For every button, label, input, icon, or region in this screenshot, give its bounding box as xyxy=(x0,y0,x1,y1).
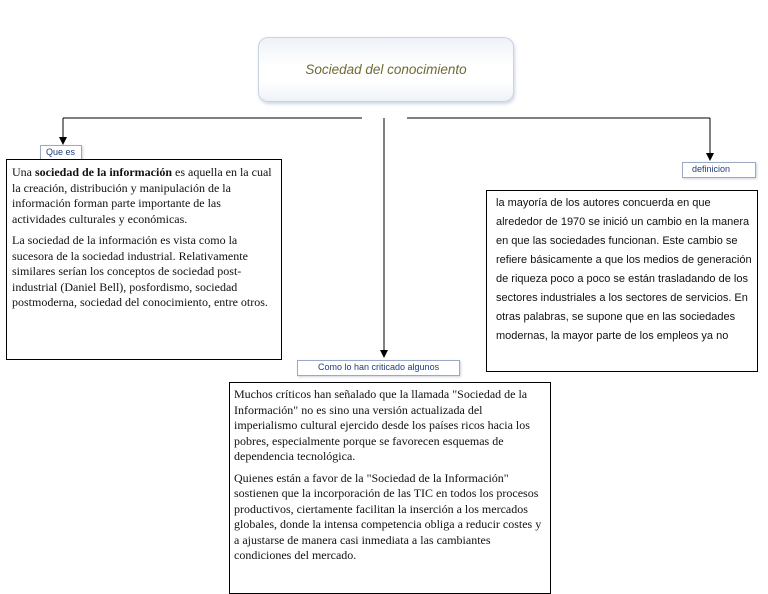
criticism-box xyxy=(229,382,551,594)
label-criticas: Como lo han criticado algunos xyxy=(297,360,460,376)
bold-term: sociedad de la información xyxy=(35,165,172,179)
title-node xyxy=(258,37,514,102)
connector-left xyxy=(63,118,362,144)
center-paragraph-2: Quienes están a favor de la "Sociedad de la Información" sostienen que la incorporación de las TIC en todos los procesos productivos, ciertamente facilitan la inserción a los mercados globales, donde la intensa competencia obliga a reducir costes y a ajustarse de manera casi inmediata a las cambiantes condiciones del mercado. xyxy=(234,470,542,562)
right-paragraph: la mayoría de los autores concuerda en que alrededor de 1970 se inició un cambio en la manera en que las sociedades funcionan. Este cambio se refiere básicamente a que los medios de generación de riqueza poco a poco se están trasladando de los sectores industriales a los sectores de servicios. En otras palabras, se supone que en las sociedades modernas, la mayor parte de los empleos ya no xyxy=(496,197,752,342)
label-definicion: definicion xyxy=(682,162,756,178)
left-paragraph-2: La sociedad de la información es vista como la sucesora de la sociedad industrial. Relativamente similares serían los conceptos de sociedad post-industrial (Daniel Bell), posfordismo, sociedad postmoderna, sociedad del conocimiento, entre otros. xyxy=(12,233,268,309)
left-paragraph-1: Una sociedad de la información es aquella en la cual la creación, distribución y manipulación de la información forman parte importante de las actividades culturales y económicas. xyxy=(12,165,272,226)
center-paragraph-1: Muchos críticos han señalado que la llamada "Sociedad de la Información" no es sino una versión actualizada del imperialismo cultural ejercido desde los países ricos hacia los pobres, especialmente porque se favorecen esquemas de dependencia tecnológica. xyxy=(234,387,530,463)
definition-box-left xyxy=(6,159,282,360)
definition-box-right xyxy=(486,190,758,372)
connector-right xyxy=(407,118,710,160)
label-que-es: Que es xyxy=(40,145,82,160)
diagram-title: Sociedad del conocimiento xyxy=(305,62,467,77)
